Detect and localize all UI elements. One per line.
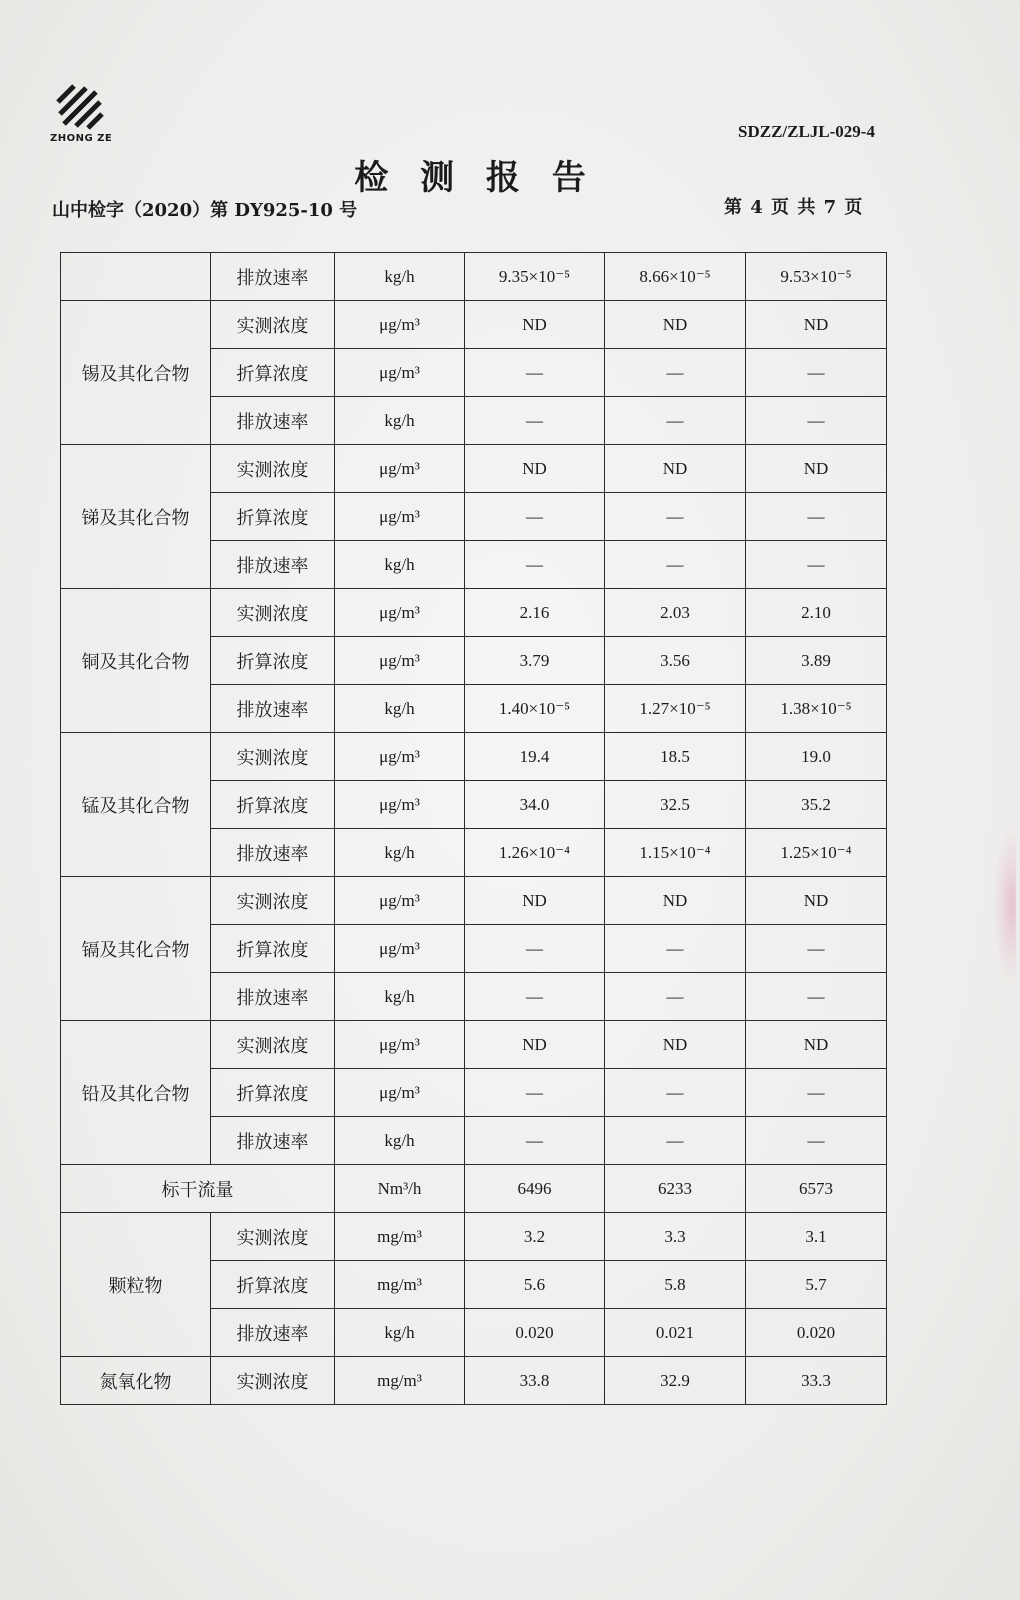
parameter-cell: 折算浓度 bbox=[211, 349, 335, 397]
value-cell-1: 19.4 bbox=[465, 733, 605, 781]
value-cell-2: 0.021 bbox=[605, 1309, 746, 1357]
value-cell-1: 3.79 bbox=[465, 637, 605, 685]
value-cell-1: — bbox=[465, 349, 605, 397]
unit-cell: kg/h bbox=[335, 973, 465, 1021]
table-row bbox=[61, 253, 887, 301]
group-name-cell: 铜及其化合物 bbox=[61, 589, 211, 733]
unit-cell: kg/h bbox=[335, 397, 465, 445]
parameter-cell: 排放速率 bbox=[211, 1309, 335, 1357]
value-cell-3: 6573 bbox=[746, 1165, 887, 1213]
value-cell-2: 6233 bbox=[605, 1165, 746, 1213]
table-row bbox=[61, 733, 887, 781]
parameter-cell: 排放速率 bbox=[211, 397, 335, 445]
value-cell-3: ND bbox=[746, 1021, 887, 1069]
value-cell-3: 9.53×10⁻⁵ bbox=[746, 253, 887, 301]
value-cell-2: 32.9 bbox=[605, 1357, 746, 1405]
value-cell-1: 34.0 bbox=[465, 781, 605, 829]
unit-cell: kg/h bbox=[335, 1309, 465, 1357]
value-cell-3: 3.89 bbox=[746, 637, 887, 685]
unit-cell: μg/m³ bbox=[335, 1069, 465, 1117]
page-title: 检 测 报 告 bbox=[354, 158, 596, 198]
value-cell-3: 35.2 bbox=[746, 781, 887, 829]
value-cell-1: ND bbox=[465, 445, 605, 493]
value-cell-2: — bbox=[605, 973, 746, 1021]
value-cell-2: ND bbox=[605, 301, 746, 349]
value-cell-3: 19.0 bbox=[746, 733, 887, 781]
value-cell-2: ND bbox=[605, 877, 746, 925]
parameter-cell: 实测浓度 bbox=[211, 1213, 335, 1261]
parameter-cell: 实测浓度 bbox=[211, 733, 335, 781]
parameter-cell: 排放速率 bbox=[211, 541, 335, 589]
table-row bbox=[61, 877, 887, 925]
value-cell-3: ND bbox=[746, 301, 887, 349]
value-cell-2: — bbox=[605, 1069, 746, 1117]
table-row bbox=[61, 1165, 887, 1213]
value-cell-1: — bbox=[465, 973, 605, 1021]
unit-cell: μg/m³ bbox=[335, 349, 465, 397]
value-cell-2: — bbox=[605, 397, 746, 445]
unit-cell: kg/h bbox=[335, 685, 465, 733]
value-cell-3: 2.10 bbox=[746, 589, 887, 637]
unit-cell: μg/m³ bbox=[335, 589, 465, 637]
parameter-cell: 排放速率 bbox=[211, 973, 335, 1021]
value-cell-2: 5.8 bbox=[605, 1261, 746, 1309]
parameter-cell: 折算浓度 bbox=[211, 637, 335, 685]
value-cell-1: 1.26×10⁻⁴ bbox=[465, 829, 605, 877]
value-cell-2: — bbox=[605, 349, 746, 397]
parameter-cell: 排放速率 bbox=[211, 685, 335, 733]
value-cell-2: 3.3 bbox=[605, 1213, 746, 1261]
parameter-cell: 实测浓度 bbox=[211, 445, 335, 493]
parameter-cell: 折算浓度 bbox=[211, 925, 335, 973]
value-cell-2: 1.27×10⁻⁵ bbox=[605, 685, 746, 733]
group-name-cell: 铅及其化合物 bbox=[61, 1021, 211, 1165]
value-cell-1: — bbox=[465, 541, 605, 589]
value-cell-2: — bbox=[605, 1117, 746, 1165]
value-cell-2: 3.56 bbox=[605, 637, 746, 685]
value-cell-1: — bbox=[465, 925, 605, 973]
group-name-cell: 锑及其化合物 bbox=[61, 445, 211, 589]
value-cell-3: — bbox=[746, 925, 887, 973]
value-cell-2: 32.5 bbox=[605, 781, 746, 829]
parameter-cell: 折算浓度 bbox=[211, 781, 335, 829]
parameter-cell: 实测浓度 bbox=[211, 1021, 335, 1069]
value-cell-1: — bbox=[465, 493, 605, 541]
value-cell-2: 8.66×10⁻⁵ bbox=[605, 253, 746, 301]
group-name-cell: 锰及其化合物 bbox=[61, 733, 211, 877]
value-cell-3: ND bbox=[746, 445, 887, 493]
unit-cell: kg/h bbox=[335, 541, 465, 589]
value-cell-1: 5.6 bbox=[465, 1261, 605, 1309]
value-cell-1: 2.16 bbox=[465, 589, 605, 637]
company-logo-icon bbox=[52, 80, 108, 132]
page-indicator: 第 4 页 共 7 页 bbox=[724, 197, 864, 218]
parameter-cell: 排放速率 bbox=[211, 829, 335, 877]
form-code: SDZZ/ZLJL-029-4 bbox=[738, 122, 875, 141]
table-row bbox=[61, 301, 887, 349]
parameter-cell: 排放速率 bbox=[211, 1117, 335, 1165]
stamp-edge-mark bbox=[994, 830, 1016, 980]
group-name-cell: 锡及其化合物 bbox=[61, 301, 211, 445]
value-cell-1: 1.40×10⁻⁵ bbox=[465, 685, 605, 733]
unit-cell: μg/m³ bbox=[335, 637, 465, 685]
parameter-cell: 实测浓度 bbox=[211, 301, 335, 349]
table-row bbox=[61, 1021, 887, 1069]
value-cell-3: 1.38×10⁻⁵ bbox=[746, 685, 887, 733]
unit-cell: μg/m³ bbox=[335, 493, 465, 541]
value-cell-1: — bbox=[465, 1117, 605, 1165]
unit-cell: μg/m³ bbox=[335, 781, 465, 829]
value-cell-1: — bbox=[465, 1069, 605, 1117]
unit-cell: Nm³/h bbox=[335, 1165, 465, 1213]
table-row bbox=[61, 1213, 887, 1261]
value-cell-1: 6496 bbox=[465, 1165, 605, 1213]
unit-cell: kg/h bbox=[335, 829, 465, 877]
unit-cell: kg/h bbox=[335, 1117, 465, 1165]
group-name-cell: 氮氧化物 bbox=[61, 1357, 211, 1405]
group-name-cell: 镉及其化合物 bbox=[61, 877, 211, 1021]
unit-cell: μg/m³ bbox=[335, 877, 465, 925]
unit-cell: mg/m³ bbox=[335, 1357, 465, 1405]
value-cell-3: 1.25×10⁻⁴ bbox=[746, 829, 887, 877]
group-name-cell: 颗粒物 bbox=[61, 1213, 211, 1357]
parameter-cell: 实测浓度 bbox=[211, 1357, 335, 1405]
value-cell-1: 0.020 bbox=[465, 1309, 605, 1357]
unit-cell: μg/m³ bbox=[335, 925, 465, 973]
unit-cell: μg/m³ bbox=[335, 445, 465, 493]
value-cell-1: 3.2 bbox=[465, 1213, 605, 1261]
table-row bbox=[61, 589, 887, 637]
parameter-cell: 折算浓度 bbox=[211, 1261, 335, 1309]
value-cell-1: ND bbox=[465, 1021, 605, 1069]
value-cell-2: ND bbox=[605, 1021, 746, 1069]
value-cell-2: — bbox=[605, 493, 746, 541]
value-cell-3: — bbox=[746, 349, 887, 397]
table-row bbox=[61, 445, 887, 493]
unit-cell: mg/m³ bbox=[335, 1213, 465, 1261]
parameter-cell: 折算浓度 bbox=[211, 1069, 335, 1117]
report-number: 山中检字（2020）第 DY925-10 号 bbox=[52, 200, 358, 221]
value-cell-3: ND bbox=[746, 877, 887, 925]
parameter-cell: 排放速率 bbox=[211, 253, 335, 301]
unit-cell: mg/m³ bbox=[335, 1261, 465, 1309]
table-row bbox=[61, 1357, 887, 1405]
group-name-cell bbox=[61, 253, 211, 301]
value-cell-1: ND bbox=[465, 301, 605, 349]
results-table bbox=[60, 252, 887, 1405]
value-cell-1: — bbox=[465, 397, 605, 445]
value-cell-3: — bbox=[746, 397, 887, 445]
value-cell-2: — bbox=[605, 541, 746, 589]
unit-cell: kg/h bbox=[335, 253, 465, 301]
parameter-cell: 折算浓度 bbox=[211, 493, 335, 541]
unit-cell: μg/m³ bbox=[335, 1021, 465, 1069]
value-cell-3: 0.020 bbox=[746, 1309, 887, 1357]
logo-text: ZHONG ZE bbox=[50, 133, 113, 144]
value-cell-1: ND bbox=[465, 877, 605, 925]
value-cell-2: — bbox=[605, 925, 746, 973]
value-cell-3: 3.1 bbox=[746, 1213, 887, 1261]
parameter-cell: 实测浓度 bbox=[211, 589, 335, 637]
value-cell-2: 2.03 bbox=[605, 589, 746, 637]
value-cell-1: 9.35×10⁻⁵ bbox=[465, 253, 605, 301]
value-cell-3: 5.7 bbox=[746, 1261, 887, 1309]
value-cell-2: 1.15×10⁻⁴ bbox=[605, 829, 746, 877]
value-cell-3: — bbox=[746, 493, 887, 541]
group-name-cell: 标干流量 bbox=[61, 1165, 335, 1213]
parameter-cell: 实测浓度 bbox=[211, 877, 335, 925]
value-cell-3: 33.3 bbox=[746, 1357, 887, 1405]
value-cell-2: 18.5 bbox=[605, 733, 746, 781]
results-table-body bbox=[61, 253, 887, 1405]
value-cell-3: — bbox=[746, 1069, 887, 1117]
unit-cell: μg/m³ bbox=[335, 301, 465, 349]
value-cell-1: 33.8 bbox=[465, 1357, 605, 1405]
value-cell-3: — bbox=[746, 973, 887, 1021]
unit-cell: μg/m³ bbox=[335, 733, 465, 781]
value-cell-3: — bbox=[746, 1117, 887, 1165]
value-cell-3: — bbox=[746, 541, 887, 589]
value-cell-2: ND bbox=[605, 445, 746, 493]
